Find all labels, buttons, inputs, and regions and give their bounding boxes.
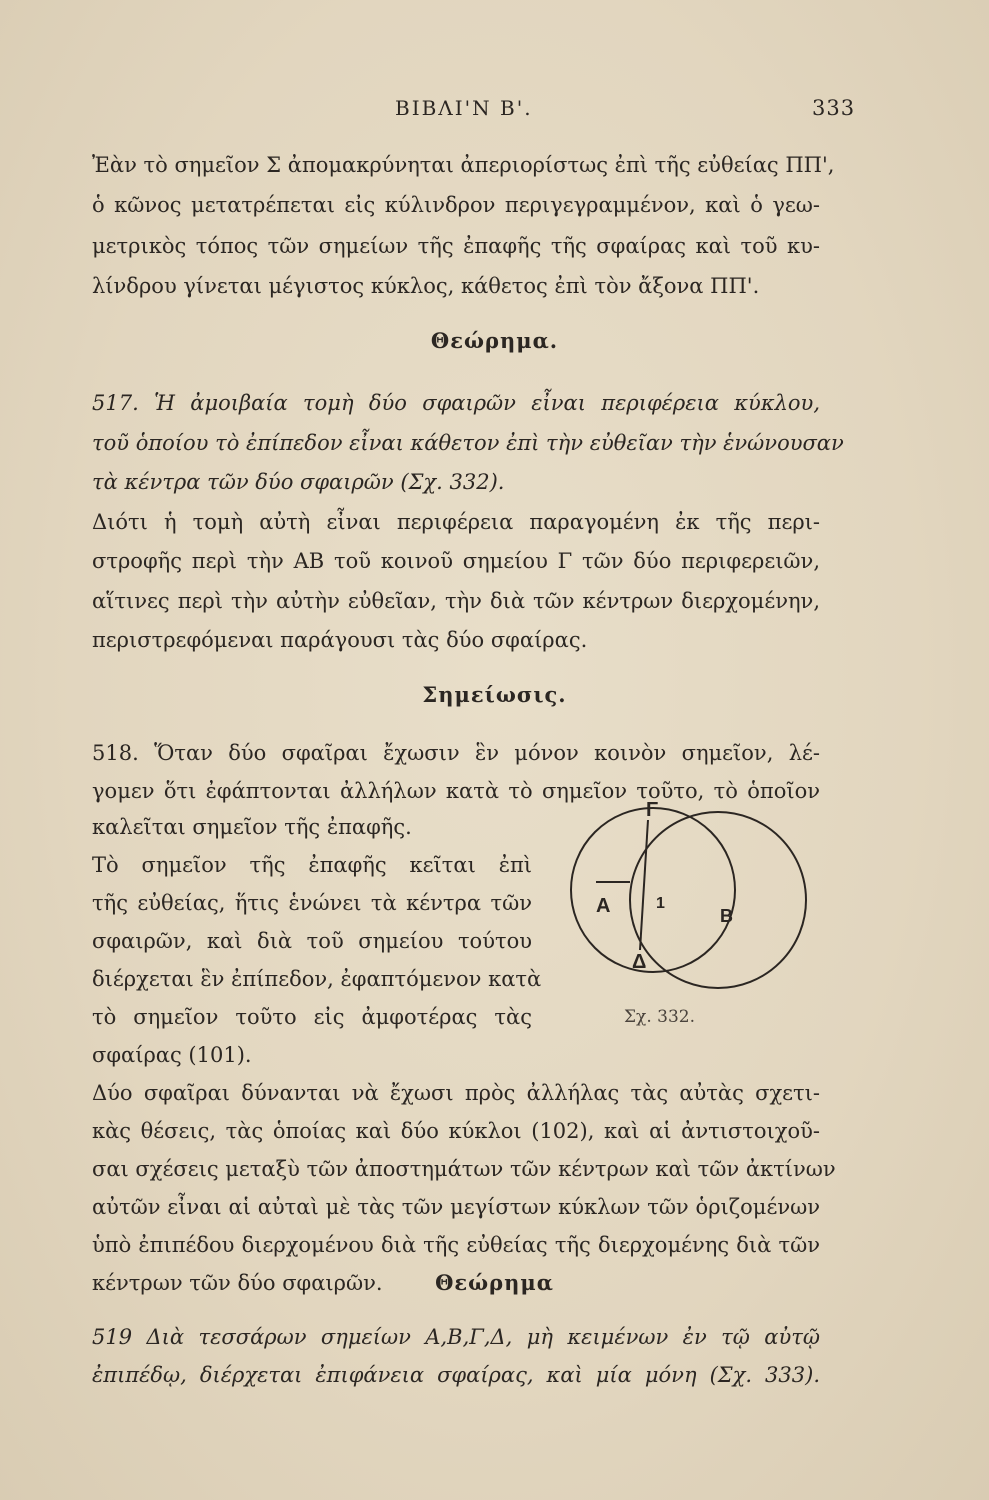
- intro-line-1: Ἐὰν τὸ σημεῖον Σ ἀπομακρύνηται ἀπεριορίστως ἐπὶ τῆς εὐθείας ΠΠ',: [92, 153, 835, 177]
- label-a: Α: [596, 895, 611, 917]
- circle-a: [571, 808, 735, 972]
- s518-line-7: διέρχεται ἓν ἐπίπεδον, ἐφαπτόμενον κατὰ: [92, 967, 542, 991]
- page-header: [0, 96, 989, 126]
- s518-line-12: σαι σχέσεις μεταξὺ τῶν ἀποστημάτων τῶν κέντρων καὶ τῶν ἀκτίνων: [92, 1157, 836, 1181]
- remark-heading: Σημείωσις.: [422, 682, 567, 707]
- theorem-heading-1: Θεώρημα.: [430, 328, 559, 353]
- s517-line-4: Διότι ἡ τομὴ αὐτὴ εἶναι περιφέρεια παραγομένη ἐκ τῆς περι-: [92, 510, 820, 534]
- s517-line-6: αἵτινες περὶ τὴν αὐτὴν εὐθεῖαν, τὴν διὰ τῶν κέντρων διερχομένην,: [92, 589, 820, 613]
- page-number: 333: [812, 96, 856, 120]
- label-one: 1: [656, 895, 665, 912]
- intro-line-2: ὁ κῶνος μετατρέπεται εἰς κύλινδρον περιγεγραμμένον, καὶ ὁ γεω-: [92, 193, 820, 217]
- s518-line-4: Τὸ σημεῖον τῆς ἐπαφῆς κεῖται ἐπὶ: [92, 853, 532, 877]
- two-spheres-diagram: [558, 800, 820, 1040]
- s518-line-6: σφαιρῶν, καὶ διὰ τοῦ σημείου τούτου: [92, 929, 532, 953]
- s517-line-3: τὰ κέντρα τῶν δύο σφαιρῶν (Σχ. 332).: [92, 470, 505, 494]
- s518-line-1: 518. Ὅταν δύο σφαῖραι ἔχωσιν ἓν μόνον κοινὸν σημεῖον, λέ-: [92, 741, 820, 765]
- s517-line-1: 517. Ἡ ἀμοιβαία τομὴ δύο σφαιρῶν εἶναι περιφέρεια κύκλου,: [92, 391, 820, 415]
- s518-line-9: σφαίρας (101).: [92, 1043, 252, 1067]
- intro-line-3: μετρικὸς τόπος τῶν σημείων τῆς ἐπαφῆς τῆς σφαίρας καὶ τοῦ κυ-: [92, 234, 820, 258]
- label-gamma: Γ: [646, 800, 659, 821]
- running-head: ΒΙΒΛΙ'Ν Β'.: [395, 96, 533, 120]
- s518-line-13: αὐτῶν εἶναι αἱ αὐταὶ μὲ τὰς τῶν μεγίστων κύκλων τῶν ὁριζομένων: [92, 1195, 820, 1219]
- chord-line: [640, 820, 648, 950]
- s518-line-10: Δύο σφαῖραι δύνανται νὰ ἔχωσι πρὸς ἀλλήλας τὰς αὐτὰς σχετι-: [92, 1081, 820, 1105]
- s517-line-5: στροφῆς περὶ τὴν ΑΒ τοῦ κοινοῦ σημείου Γ τῶν δύο περιφερειῶν,: [92, 549, 820, 573]
- s519-line-1: 519 Διὰ τεσσάρων σημείων Α,Β,Γ,Δ, μὴ κειμένων ἐν τῷ αὐτῷ: [92, 1325, 820, 1349]
- s518-line-15: κέντρων τῶν δύο σφαιρῶν.: [92, 1271, 383, 1295]
- s519-line-2: ἐπιπέδῳ, διέρχεται ἐπιφάνεια σφαίρας, καὶ μία μόνη (Σχ. 333).: [92, 1363, 820, 1387]
- s518-line-11: κὰς θέσεις, τὰς ὁποίας καὶ δύο κύκλοι (102), καὶ αἱ ἀντιστοιχοῦ-: [92, 1119, 820, 1143]
- s518-line-3: καλεῖται σημεῖον τῆς ἐπαφῆς.: [92, 815, 412, 839]
- figure-332: [558, 800, 820, 1040]
- label-delta: Δ: [632, 951, 647, 973]
- s518-line-14: ὑπὸ ἐπιπέδου διερχομένου διὰ τῆς εὐθείας τῆς διερχομένης διὰ τῶν: [92, 1233, 820, 1257]
- s518-line-8: τὸ σημεῖον τοῦτο εἰς ἀμφοτέρας τὰς: [92, 1005, 532, 1029]
- s518-line-5: τῆς εὐθείας, ἥτις ἑνώνει τὰ κέντρα τῶν: [92, 891, 532, 915]
- s518-line-2: γομεν ὅτι ἐφάπτονται ἀλλήλων κατὰ τὸ σημεῖον τοῦτο, τὸ ὁποῖον: [92, 779, 820, 803]
- intro-line-4: λίνδρου γίνεται μέγιστος κύκλος, κάθετος ἐπὶ τὸν ἄξονα ΠΠ'.: [92, 274, 760, 298]
- figure-caption: Σχ. 332.: [624, 1007, 695, 1027]
- s517-line-2: τοῦ ὁποίου τὸ ἐπίπεδον εἶναι κάθετον ἐπὶ τὴν εὐθεῖαν τὴν ἑνώνουσαν: [92, 431, 844, 455]
- label-b: Β: [720, 906, 733, 926]
- s517-line-7: περιστρεφόμεναι παράγουσι τὰς δύο σφαίρας.: [92, 628, 588, 652]
- theorem-heading-2: Θεώρημα: [435, 1270, 554, 1295]
